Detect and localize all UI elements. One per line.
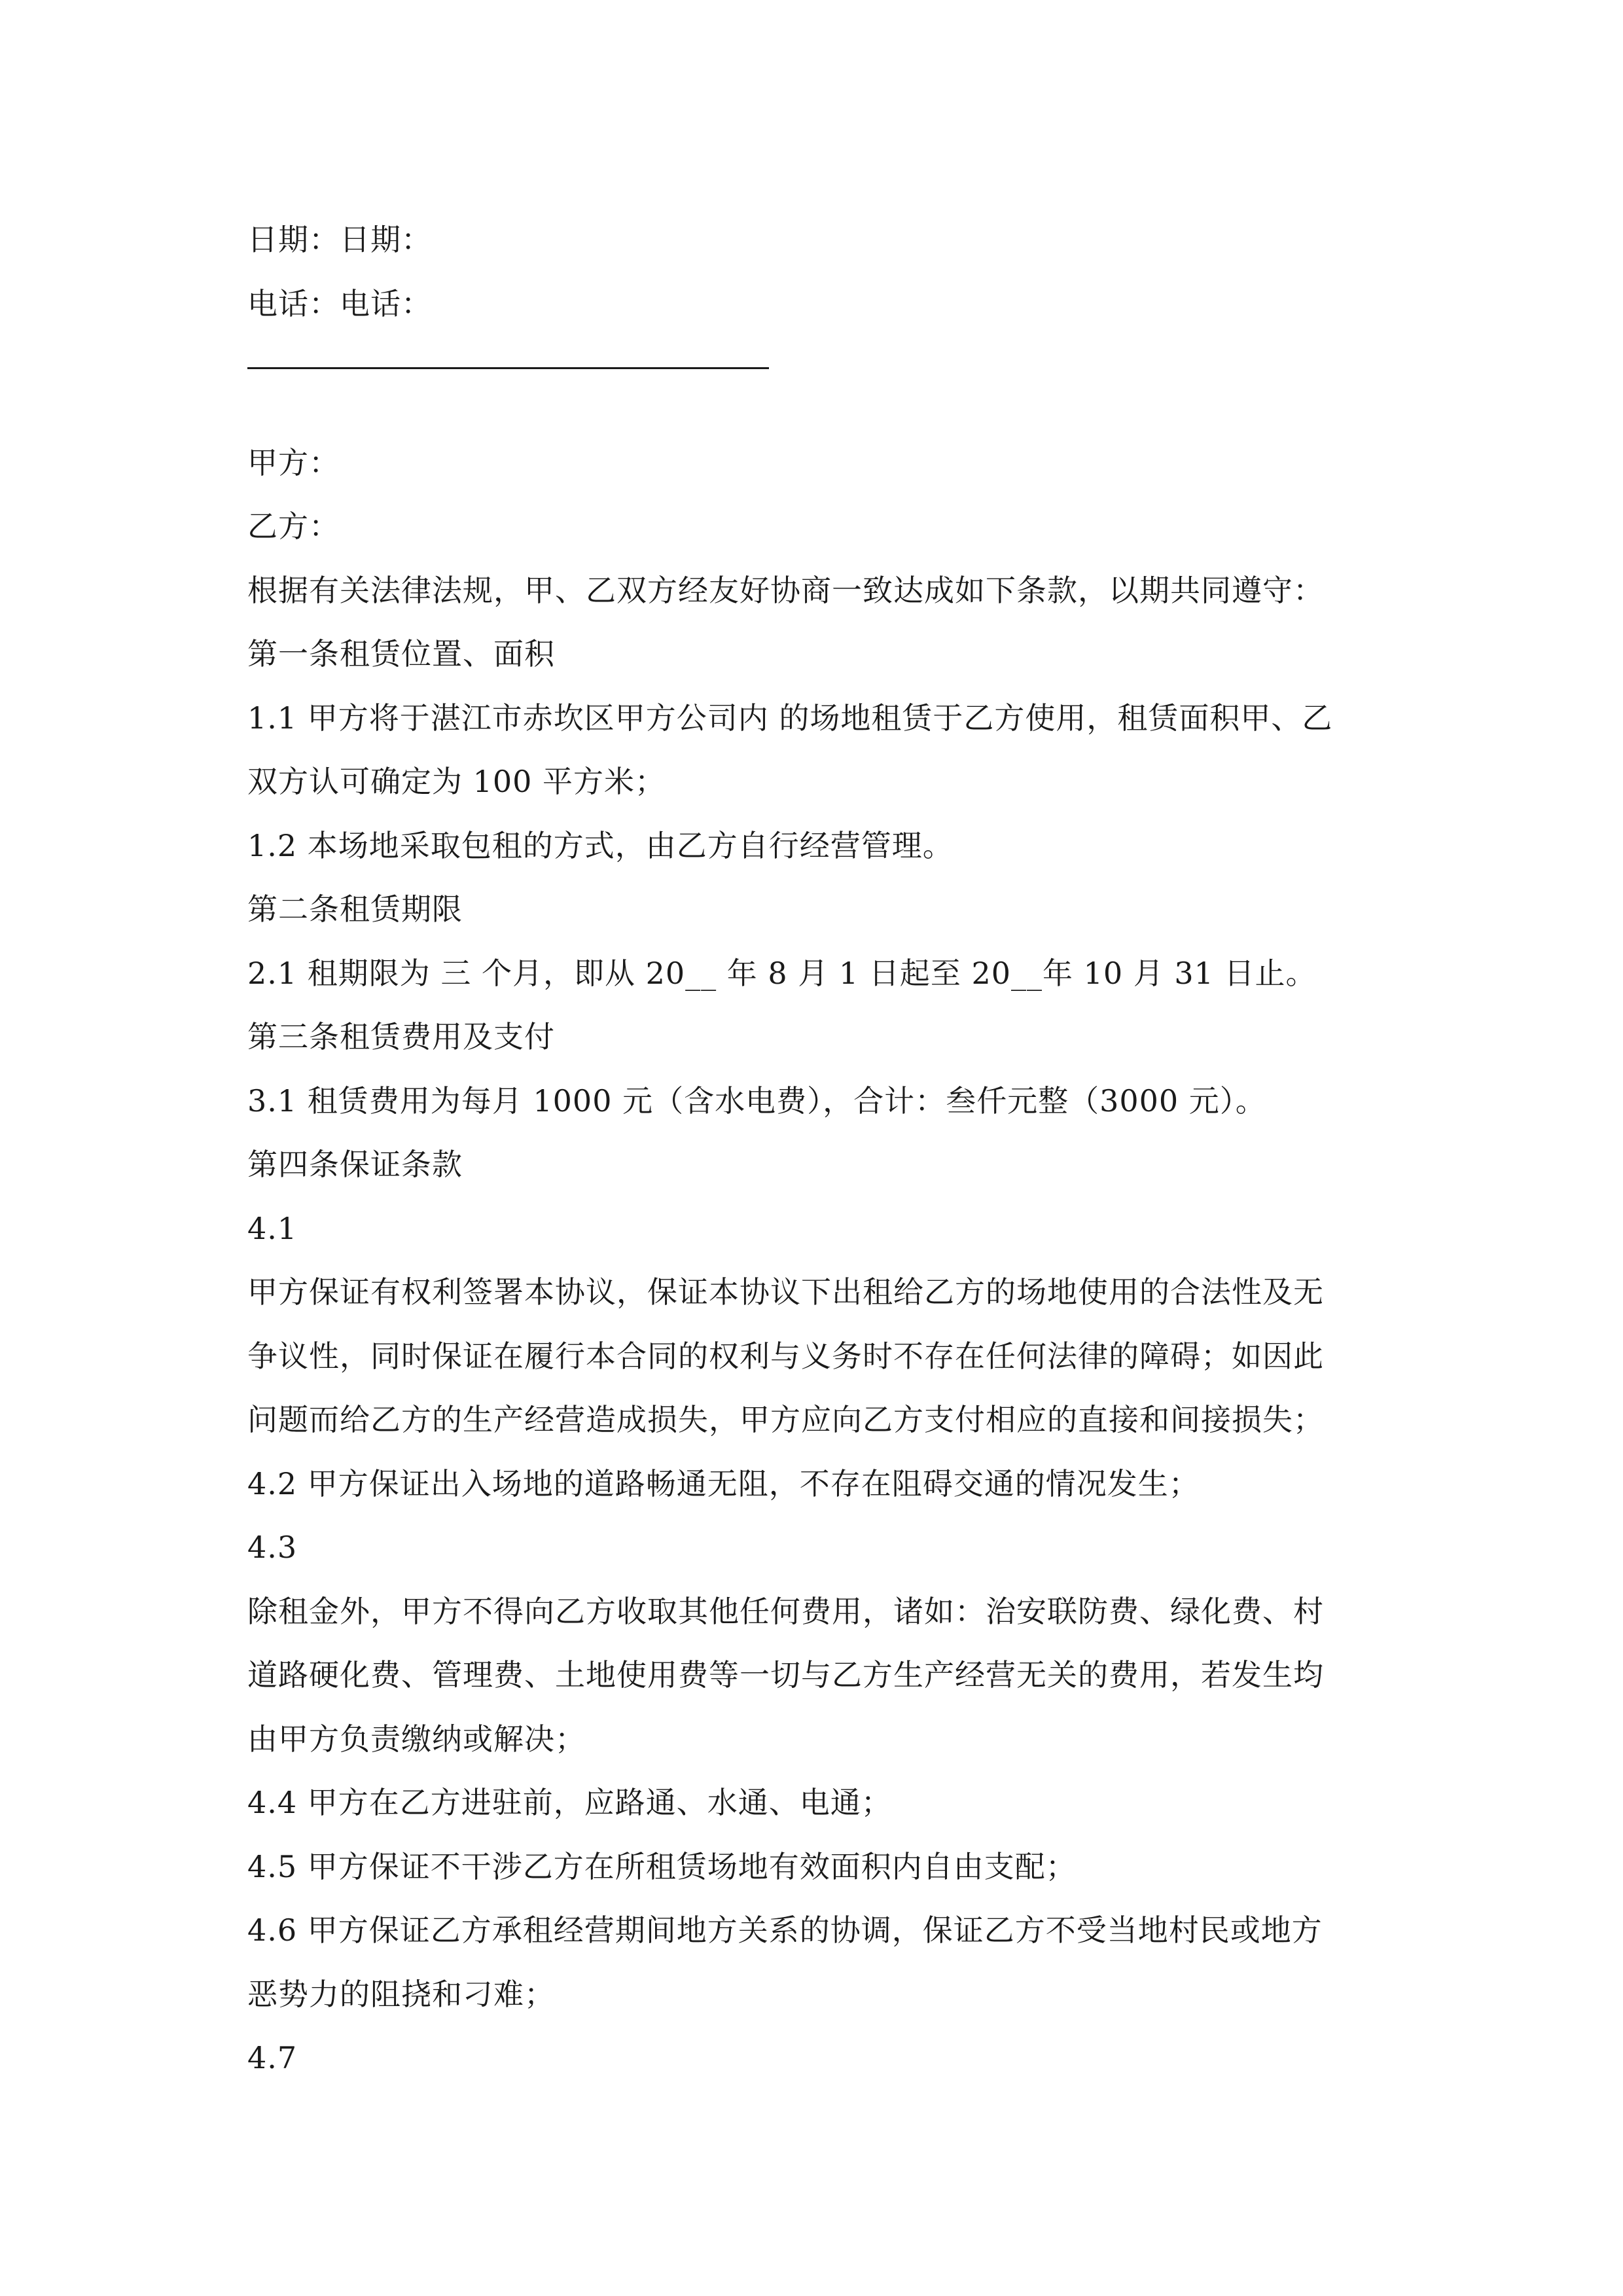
signature-phone-line: 电话：电话： bbox=[247, 285, 432, 321]
preamble-paragraph: 根据有关法律法规，甲、乙双方经友好协商一致达成如下条款，以期共同遵守： bbox=[247, 572, 1324, 608]
spacer bbox=[247, 400, 1393, 431]
clause-3-1: 3.1 租赁费用为每月 1000 元（含水电费），合计：叁仟元整（3000 元）。 bbox=[247, 1083, 1266, 1119]
clause-4-3-line-3: 由甲方负责缴纳或解决； bbox=[247, 1721, 586, 1757]
article-4-heading: 第四条保证条款 bbox=[247, 1147, 463, 1182]
clause-4-4: 4.4 甲方在乙方进驻前，应路通、水通、电通； bbox=[247, 1785, 892, 1820]
clause-4-5: 4.5 甲方保证不干涉乙方在所租赁场地有效面积内自由支配； bbox=[247, 1848, 1077, 1884]
clause-1-1-line-2: 双方认可确定为 100 平方米； bbox=[247, 764, 666, 799]
document-body bbox=[247, 208, 1393, 2090]
party-a-label: 甲方： bbox=[247, 444, 340, 480]
clause-4-1-line-2: 争议性，同时保证在履行本合同的权利与义务时不存在任何法律的障碍；如因此 bbox=[247, 1338, 1324, 1374]
clause-4-1-line-3: 问题而给乙方的生产经营造成损失，甲方应向乙方支付相应的直接和间接损失； bbox=[247, 1402, 1324, 1437]
party-b-label: 乙方： bbox=[247, 509, 340, 544]
article-1-heading: 第一条租赁位置、面积 bbox=[247, 636, 555, 672]
clause-4-3-line-2: 道路硬化费、管理费、土地使用费等一切与乙方生产经营无关的费用，若发生均 bbox=[247, 1657, 1324, 1693]
clause-4-6-line-1: 4.6 甲方保证乙方承租经营期间地方关系的协调，保证乙方不受当地村民或地方 bbox=[247, 1912, 1323, 1948]
clause-4-3-number: 4.3 bbox=[247, 1530, 298, 1565]
section-divider bbox=[247, 336, 1393, 400]
signature-date-line: 日期：日期： bbox=[247, 222, 432, 257]
clause-4-3-line-1: 除租金外，甲方不得向乙方收取其他任何费用，诸如：治安联防费、绿化费、村 bbox=[247, 1593, 1324, 1629]
clause-2-1: 2.1 租期限为 三 个月，即从 20__ 年 8 月 1 日起至 20__年 10 月 31 日止。 bbox=[247, 955, 1317, 991]
clause-1-1-line-1: 1.1 甲方将于湛江市赤坎区甲方公司内 的场地租赁于乙方使用，租赁面积甲、乙 bbox=[247, 700, 1333, 736]
article-3-heading: 第三条租赁费用及支付 bbox=[247, 1019, 555, 1054]
article-2-heading: 第二条租赁期限 bbox=[247, 891, 463, 927]
clause-4-1-line-1: 甲方保证有权利签署本协议，保证本协议下出租给乙方的场地使用的合法性及无 bbox=[247, 1274, 1324, 1310]
clause-4-6-line-2: 恶势力的阻挠和刁难； bbox=[247, 1976, 555, 2012]
clause-4-2: 4.2 甲方保证出入场地的道路畅通无阻，不存在阻碍交通的情况发生； bbox=[247, 1465, 1200, 1501]
clause-4-1-number: 4.1 bbox=[247, 1210, 298, 1246]
clause-4-7-number: 4.7 bbox=[247, 2040, 298, 2075]
divider-rule bbox=[247, 367, 769, 369]
clause-1-2: 1.2 本场地采取包租的方式，由乙方自行经营管理。 bbox=[247, 827, 954, 863]
